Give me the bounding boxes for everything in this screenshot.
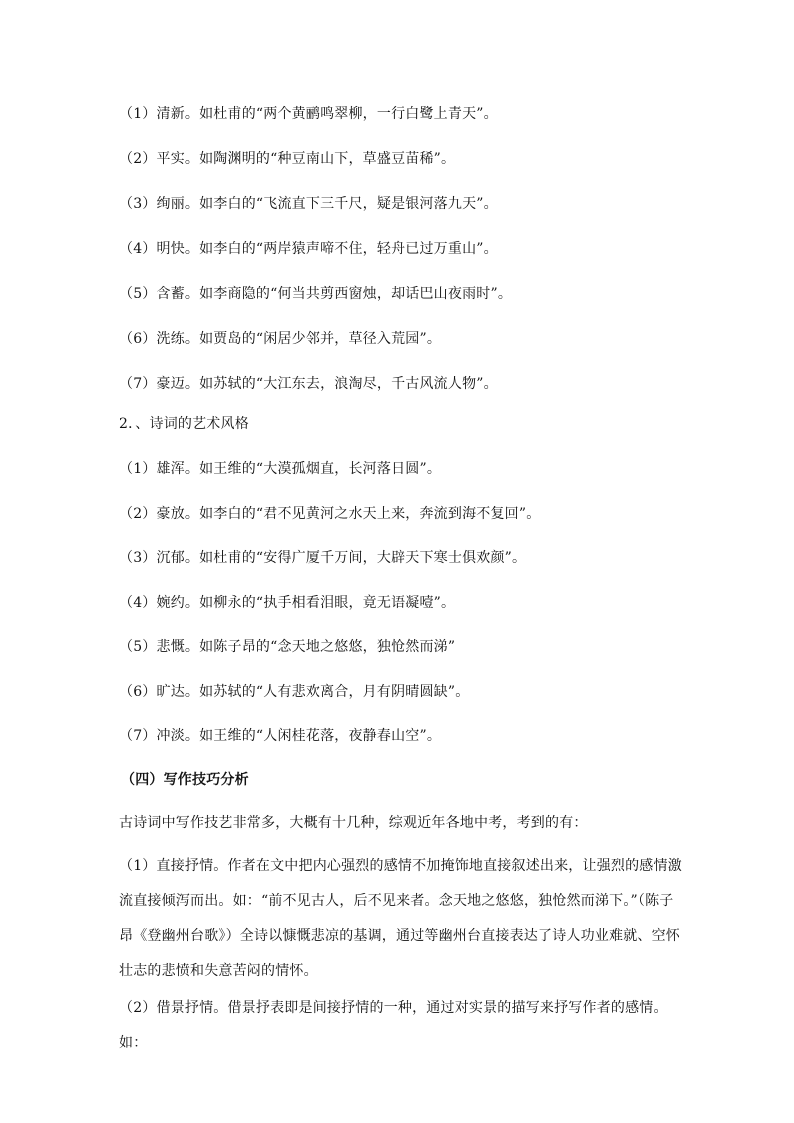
list-item: （2）平实。如陶渊明的“种豆南山下，草盛豆苗稀”。 — [119, 151, 456, 167]
list-item: （1）清新。如杜甫的“两个黄鹂鸣翠柳，一行白鹭上青天”。 — [119, 106, 498, 122]
list-item: （1）雄浑。如王维的“大漠孤烟直，长河落日圆”。 — [119, 461, 442, 477]
writing-paragraph-2: （2）借景抒情。借景抒表即是间接抒情的一种，通过对实景的描写来抒写作者的感情。如： — [119, 1000, 668, 1051]
writing-intro: 古诗词中写作技艺非常多，大概有十几种，综观近年各地中考，考到的有： — [119, 815, 588, 831]
writing-heading: （四）写作技巧分析 — [121, 772, 249, 788]
list-item: （4）婉约。如柳永的“执手相看泪眼，竟无语凝噎”。 — [119, 594, 456, 611]
writing-paragraph-1: （1）直接抒情。作者在文中把内心强烈的感情不加掩饰地直接叙述出来，让强烈的感情激流直接倾泻而出。如：“前不见古人，后不见来者。念天地之悠悠，独怆然而涕下。”（陈子昂《登幽州台歌》）全诗以慷慨悲凉的基调，通过等幽州台直接表达了诗人功业难就、空怀壮志的悲愤和失意苦闷的情怀。 — [119, 858, 682, 979]
list-item: （6）洗练。如贾岛的“闲居少邻并，草径入荒园”。 — [119, 331, 442, 347]
list-item: （3）绚丽。如李白的“飞流直下三千尺，疑是银河落九天”。 — [119, 196, 498, 212]
list-item: （7）豪迈。如苏轼的“大江东去，浪淘尽，千古风流人物”。 — [119, 376, 498, 392]
art-style-title: 2．、诗词的艺术风格 — [119, 416, 249, 432]
list-item: （7）冲淡。如王维的“人闲桂花落，夜静春山空”。 — [119, 728, 442, 744]
list-item: （4）明快。如李白的“两岸猿声啼不住，轻舟已过万重山”。 — [119, 241, 498, 257]
list-item: （3）沉郁。如杜甫的“安得广厦千万间，大辟天下寒士俱欢颜”。 — [119, 550, 527, 566]
list-item: （5）悲慨。如陈子昂的“念天地之悠悠，独怆然而涕” — [119, 639, 456, 655]
list-item: （2）豪放。如李白的“君不见黄河之水天上来，奔流到海不复回”。 — [119, 505, 541, 522]
list-item: （5）含蓄。如李商隐的“何当共剪西窗烛，却话巴山夜雨时”。 — [119, 286, 513, 302]
list-item: （6）旷达。如苏轼的“人有悲欢离合，月有阴晴圆缺”。 — [119, 683, 470, 700]
